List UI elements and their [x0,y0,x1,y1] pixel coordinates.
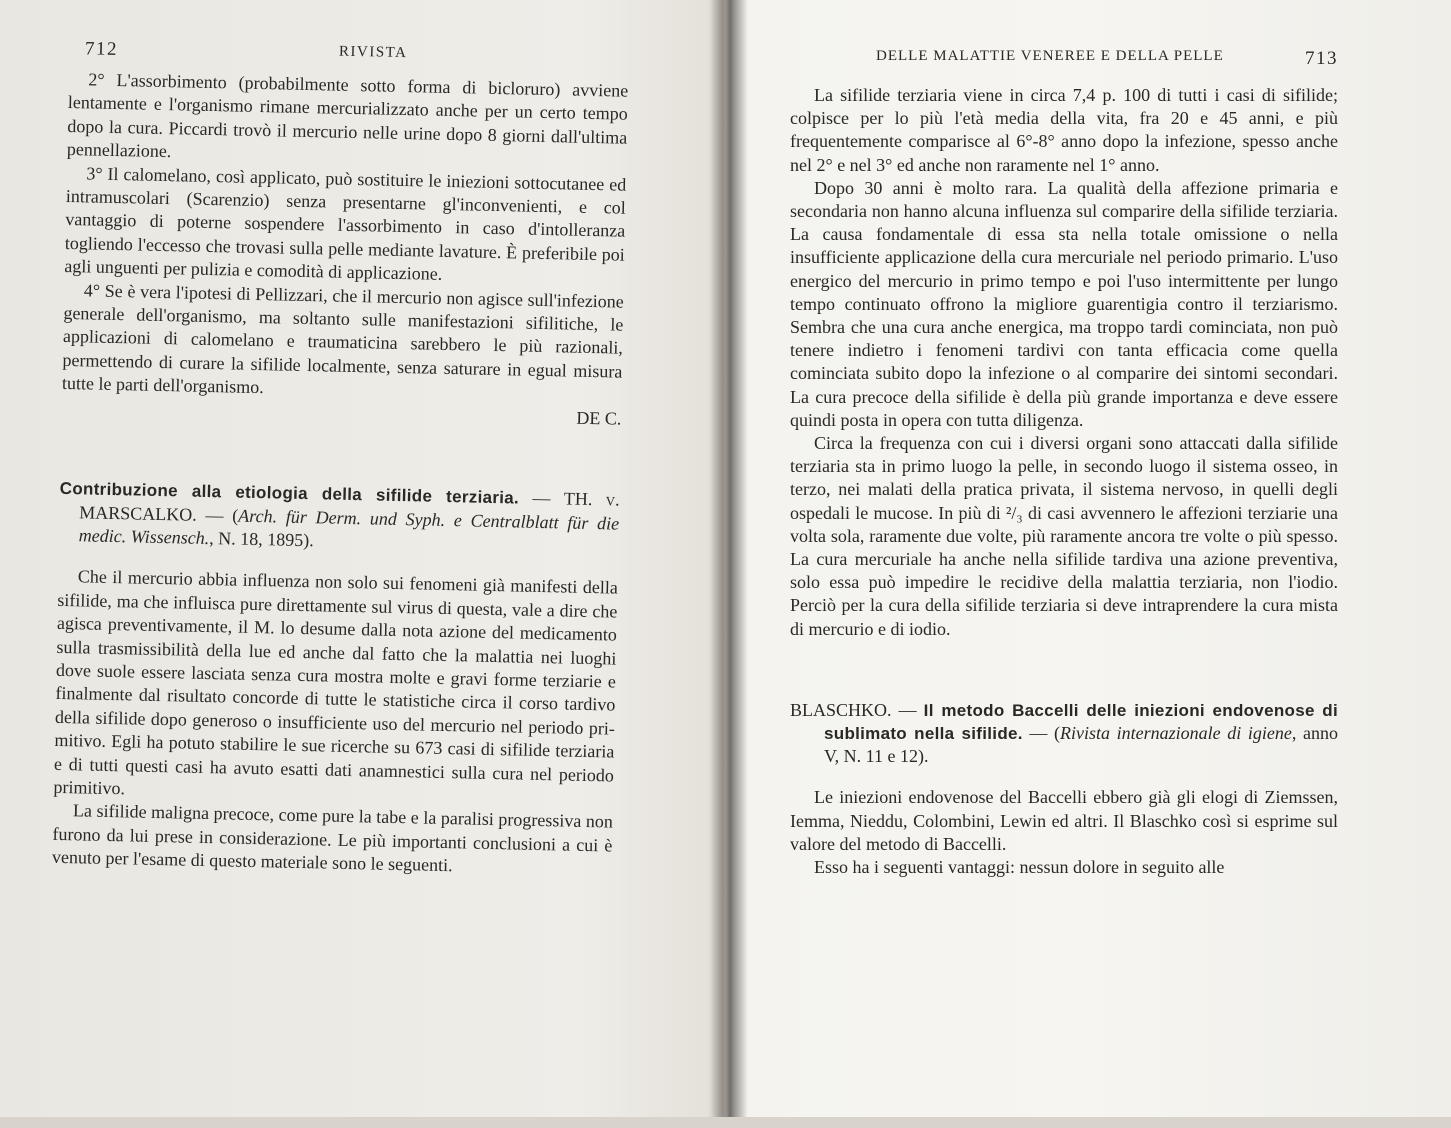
right-page [790,0,1338,1117]
paragraph: Le iniezioni endovenose del Baccelli ebbero già gli elogi di Ziemssen, Iemma, Nieddu, Colombini, Lewin ed altri. Il Blaschko così si esprime sul valore del metodo di Baccelli. [790,787,1338,854]
paragraph: Che il mercurio abbia influenza non solo sui fenomeni già manifesti della sifilide, ma che influisca pure direttamente sul virus di questa, vale a dire che agisca preventivamente, il M. lo desume dalla nota azione del medicamento sulla trasmissibilità della lue ed anche dal fatto che la malattia nei luoghi dove suole essere lasciata senza cura mostra molte e gravi forme terziarie e finalmente dal risultato concorde di tutte le statistiche circa il corso tardivo della sifilide dopo generoso o insufficiente uso del mercurio nel periodo primitivo. Egli ha potuto stabilire le sue ricerche su 673 casi di sifilide terziaria e di tutti questi casi ha avuto esatti dati anamnestici sulla cura nel periodo primitivo. [53,566,619,799]
left-page-number: 712 [84,38,119,61]
right-page-body [790,84,1338,879]
article-author: BLASCHKO. [790,699,892,720]
right-running-title: DELLE MALATTIE VENEREE E DELLA PELLE [876,48,1224,64]
right-running-head [790,48,1338,78]
paragraph: 4° Se è vera l'ipotesi di Pellizzari, che il mercurio non agisce sull'infezione generale dell'organismo, ma soltanto sulle manifestazioni sifilitiche, le applicazioni di calomelano e traumaticina sarebbero le più razionali, permettendo di curare la sifilide localmente, senza saturare in egual misura tutte le parti dell'organismo. [61,280,625,398]
book-gutter [708,0,748,1117]
paragraph: 3° Il calomelano, così applicato, può sostituire le iniezioni sottocutanee ed intramuscolari (Scarenzio) senza presentarne gl'inconvenienti, e col vantaggio di poterne sospendere l'assorbimento in caso d'intolleranza togliendo l'eccesso che trovasi sulla pelle mediante lavature. È preferibile poi agli unguenti per pulizia e comodità di applicazione. [64,163,627,285]
article-title: Il metodo Baccelli delle iniezioni endovenose di sublimato nella sifilide. [824,700,1339,744]
right-page-number: 713 [1305,48,1338,69]
article-source: Rivista internazionale di igiene [1060,723,1292,744]
paragraph: Circa la frequenza con cui i diversi organi sono attaccati dalla sifilide terziaria sta in primo luogo la pelle, in secondo luogo il sistema osseo, in terzo, nei malati della pratica privata, il sistema nervoso, in quelli degli ospedali le mucose. In più di ²/₃ di casi avvennero le affezioni terziarie una volta sola, raramente due volte, più raramente ancora tre volte o più spesso. La cura mercuriale ha anche nella sifilide tardiva una azione preventiva, solo essa può impedire le recidive della malattia terziaria, non l'iodio. Perciò per la cura della sifilide terziaria si deve intraprendere la cura mista di mercurio e di iodio. [790,433,1338,639]
left-page [47,0,630,1128]
paragraph: La sifilide terziaria viene in circa 7,4 p. 100 di tutti i casi di sifilide; colpisce per lo più l'età media della vita, fra 20 e 45 anni, e più frequentemente comparisce al 6°-8° anno dopo la infezione, spesso anche nel 2° e nel 3° ed anche non raramente nel 1° anno. [790,85,1338,175]
signature: DE C. [576,407,622,429]
left-running-title: RIVISTA [338,43,408,62]
article-heading: BLASCHKO. — Il metodo Baccelli delle iniezioni endovenose di sublimato nella sifilide. — (Rivista internazionale di igiene, anno V, N. 11 e 12). [790,699,1339,767]
paragraph: La sifilide maligna precoce, come pure la tabe e la paralisi progressiva non furono da lui prese in considerazione. Le più importanti conclusioni a cui è venuto per l'esame di questo materiale sono le seguenti. [51,800,614,876]
article-heading: Contribuzione alla etiologia della sifilide terziaria. — TH. v. MARSCALKO. — (Arch. für Derm. und Syph. e Centralblatt für die medic. Wissensch., N. 18, 1895). [59,478,620,551]
left-page-body [52,68,629,881]
article-author: TH. v. MARSCALKO. [79,488,620,525]
paragraph: Esso ha i seguenti vantaggi: nessun dolore in seguito alle [814,857,1225,878]
article-title: Contribuzione alla etiologia della sifilide terziaria. [59,478,520,508]
article-source: Arch. für Derm. und Syph. e Centralblatt für die medic. Wissensch. [78,505,620,548]
paragraph: Dopo 30 anni è molto rara. La qualità della affezione primaria e secondaria non hanno alcuna influenza sul comparire della sifilide terziaria. La causa fondamentale di essa sta nella totale omissione o nella insufficiente applicazione della cura mercuriale nel periodo primario. L'uso energico del mercurio in primo tempo e poi l'uso intermittente per lungo tempo continuato offrono la migliore guarentigia contro il terziarismo. Sembra che una cura anche energica, ma troppo tardi cominciata, non può tenere indietro i fenomeni tardivi con tanta efficacia come quella cominciata subito dopo la infezione o al comparire dei sintomi secondari. La cura precoce della sifilide è della più grande importanza e deve essere quindi posta in opera con tutta diligenza. [790,177,1338,430]
paragraph: 2° L'assorbimento (probabilmente sotto forma di bicloruro) avviene lentamente e l'organismo rimane mercurializzato anche per un certo tempo dopo la cura. Piccardi trovò il mercurio nelle urine dopo 8 giorni dall'ultima pennellazione. [66,69,629,162]
